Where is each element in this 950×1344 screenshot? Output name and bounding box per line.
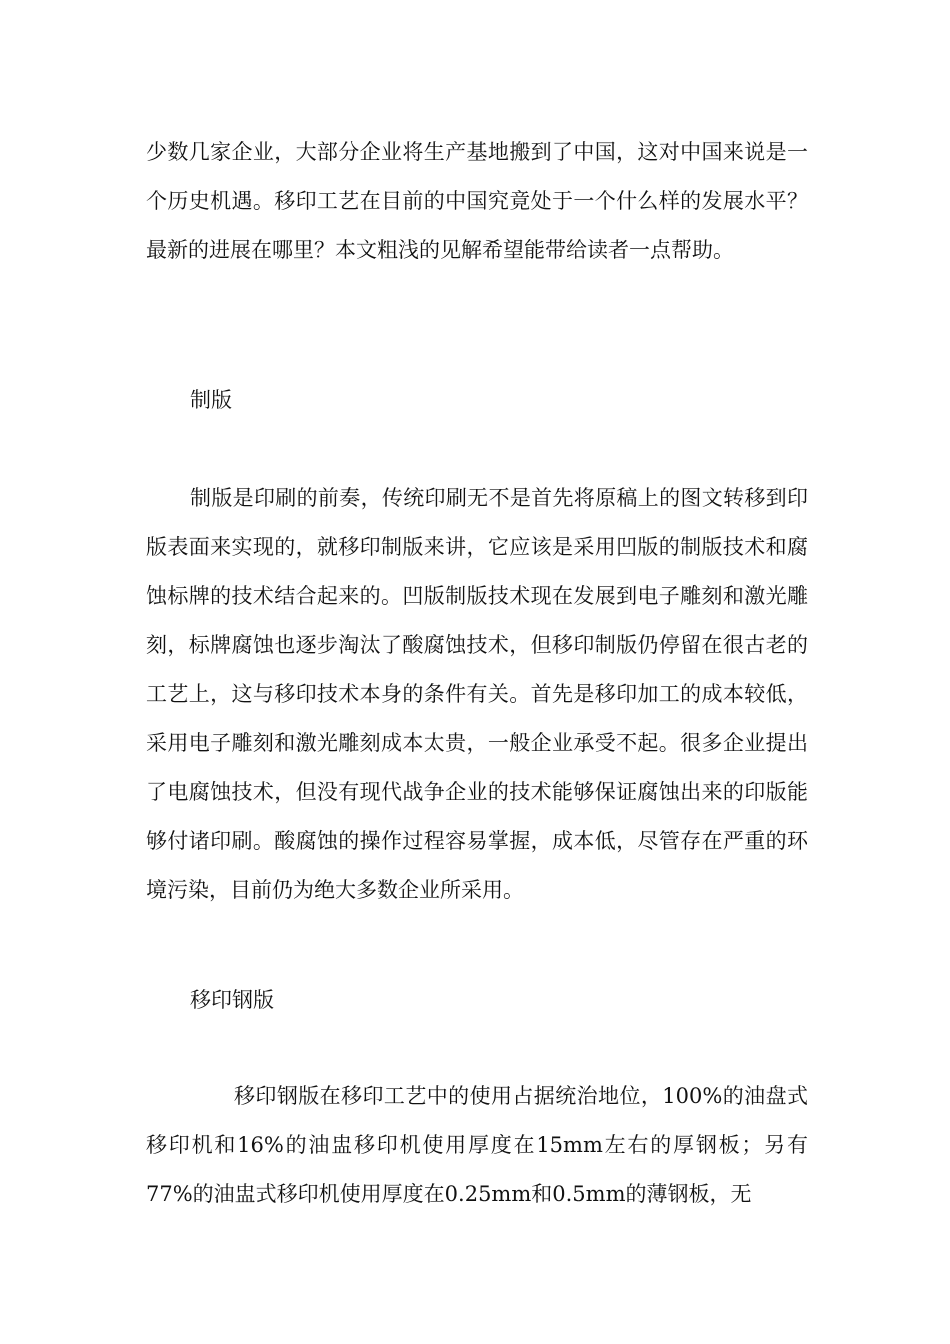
heading-steel-plate: 移印钢版 — [190, 988, 274, 1012]
heading-platemaking: 制版 — [190, 388, 232, 412]
paragraph-steel-plate: 移印钢版在移印工艺中的使用占据统治地位，100%的油盘式移印机和16%的油盅移印机使用厚度在15mm左右的厚钢板；另有77%的油盅式移印机使用厚度在0.25mm和0.5mm的薄钢板，无 — [146, 1084, 808, 1206]
paragraph-intro: 少数几家企业，大部分企业将生产基地搬到了中国，这对中国来说是一个历史机遇。移印工艺在目前的中国究竟处于一个什么样的发展水平？最新的进展在哪里？本文粗浅的见解希望能带给读者一点帮助。 — [146, 140, 808, 262]
paragraph-platemaking: 制版是印刷的前奏，传统印刷无不是首先将原稿上的图文转移到印版表面来实现的，就移印制版来讲，它应该是采用凹版的制版技术和腐蚀标牌的技术结合起来的。凹版制版技术现在发展到电子雕刻和激光雕刻，标牌腐蚀也逐步淘汰了酸腐蚀技术，但移印制版仍停留在很古老的工艺上，这与移印技术本身的条件有关。首先是移印加工的成本较低，采用电子雕刻和激光雕刻成本太贵，一般企业承受不起。很多企业提出了电腐蚀技术，但没有现代战争企业的技术能够保证腐蚀出来的印版能够付诸印刷。酸腐蚀的操作过程容易掌握，成本低，尽管存在严重的环境污染，目前仍为绝大多数企业所采用。 — [146, 486, 808, 902]
